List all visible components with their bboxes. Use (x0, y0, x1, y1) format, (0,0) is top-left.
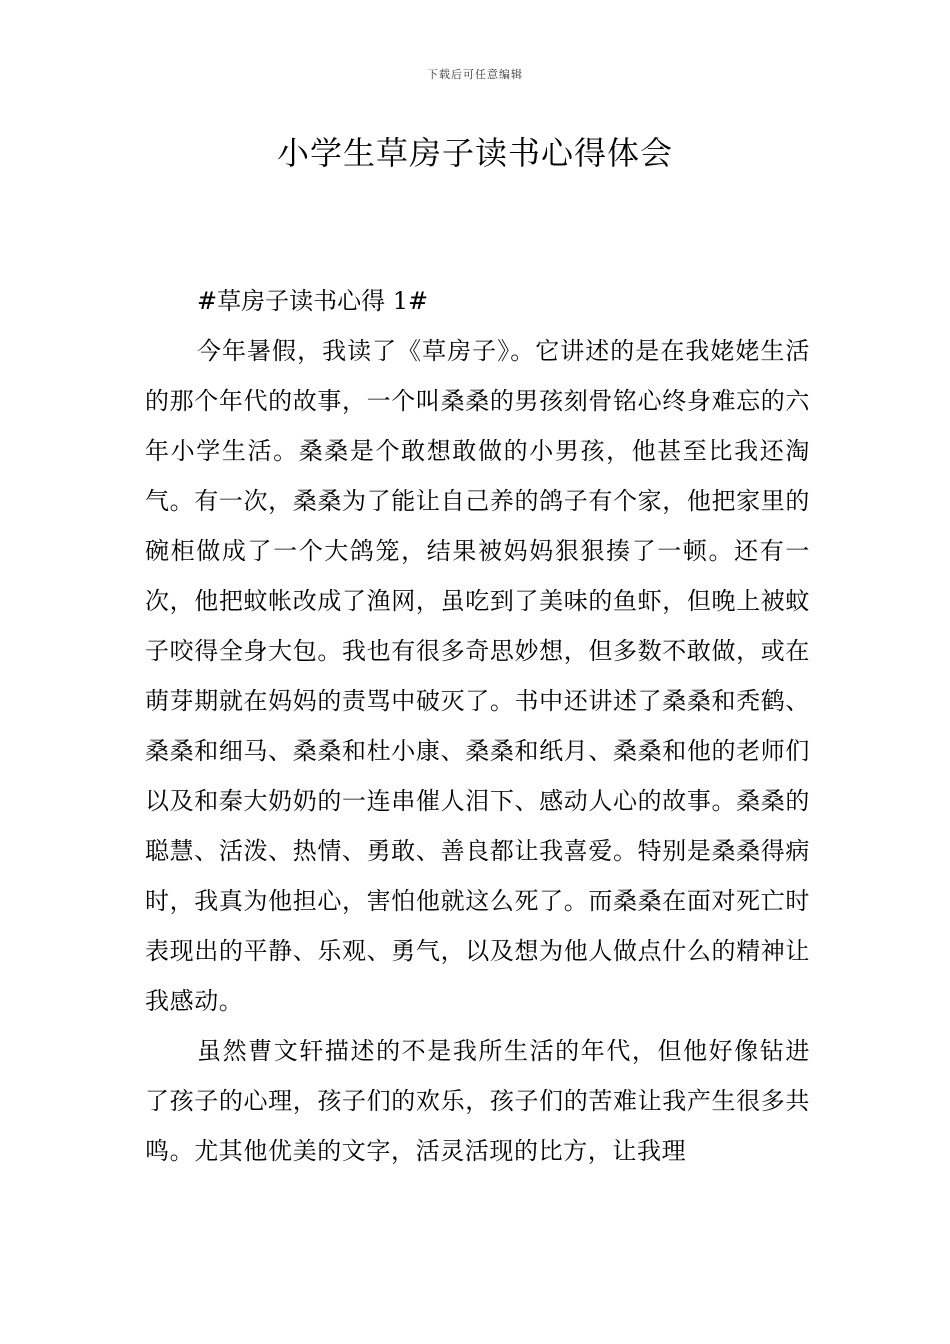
section-heading: #草房子读书心得 1# (197, 287, 429, 315)
document-title: 小学生草房子读书心得体会 (276, 134, 673, 172)
document-body (145, 276, 810, 1176)
paragraph: 今年暑假，我读了《草房子》。它讲述的是在我姥姥生活的那个年代的故事，一个叫桑桑的男孩刻骨铭心终身难忘的六年小学生活。桑桑是个敢想敢做的小男孩，他甚至比我还淘气。有一次，桑桑为了能让自己养的鸽子有个家，他把家里的碗柜做成了一个大鸽笼，结果被妈妈狠狠揍了一顿。还有一次，他把蚊帐改成了渔网，虽吃到了美味的鱼虾，但晚上被蚊子咬得全身大包。我也有很多奇思妙想，但多数不敢做，或在萌芽期就在妈妈的责骂中破灭了。书中还讲述了桑桑和秃鹤、桑桑和细马、桑桑和杜小康、桑桑和纸月、桑桑和他的老师们以及和秦大奶奶的一连串催人泪下、感动人心的故事。桑桑的聪慧、活泼、热情、勇敢、善良都让我喜爱。特别是桑桑得病时，我真为他担心，害怕他就这么死了。而桑桑在面对死亡时表现出的平静、乐观、勇气，以及想为他人做点什么的精神让我感动。 (145, 337, 810, 1015)
header-note: 下载后可任意编辑 (427, 68, 523, 81)
paragraph: 虽然曹文轩描述的不是我所生活的年代，但他好像钻进了孩子的心理，孩子们的欢乐，孩子们的苦难让我产生很多共鸣。尤其他优美的文字，活灵活现的比方，让我理 (145, 1037, 810, 1165)
